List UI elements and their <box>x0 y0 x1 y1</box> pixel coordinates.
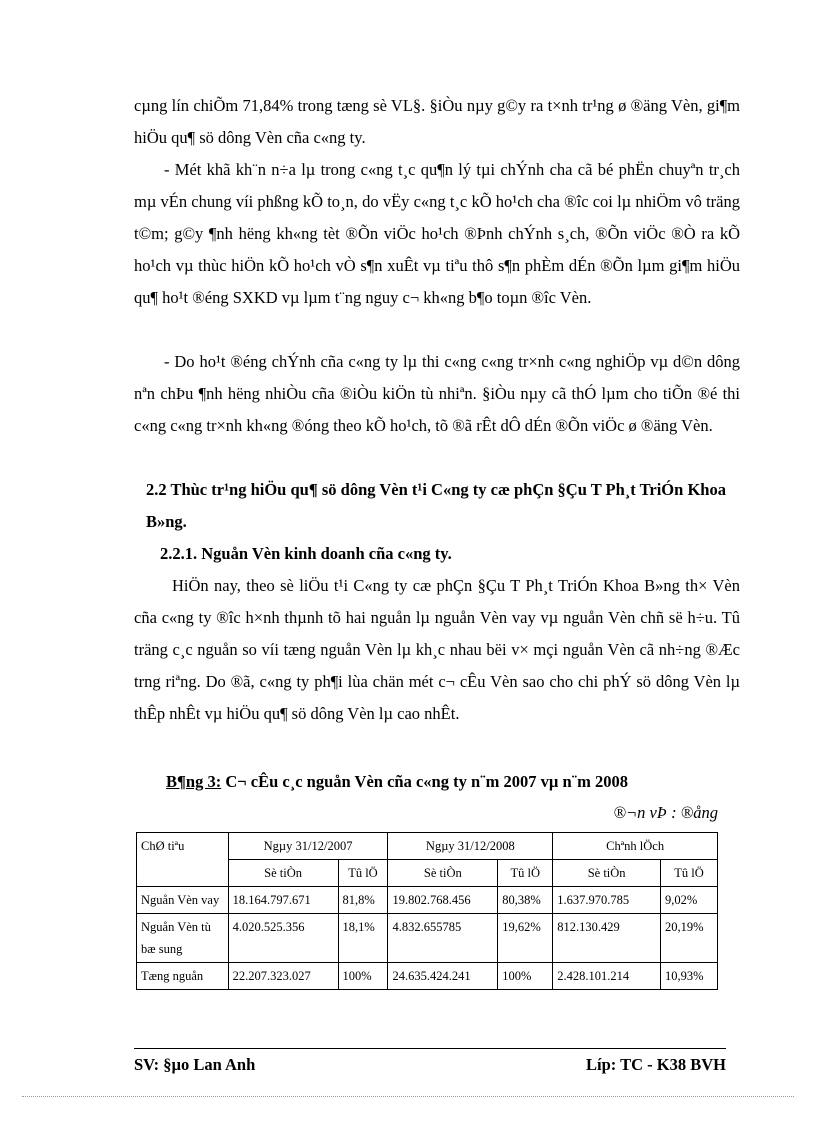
cell-ratio-2008: 19,62% <box>498 914 553 963</box>
subheader-amount: Sè tiÒn <box>388 860 498 887</box>
table-row <box>137 914 718 963</box>
section-heading-2-2: 2.2 Thùc tr¹ng hiÖu qu¶ sö dông Vèn t¹i C«ng ty cæ phÇn §Çu T Ph¸t TriÓn Khoa B»ng. <box>146 480 726 531</box>
cell-amount-2008: 24.635.424.241 <box>388 963 498 990</box>
cell-ratio-2008: 100% <box>498 963 553 990</box>
cell-amount-2008: 19.802.768.456 <box>388 887 498 914</box>
paragraph-2-2-1: HiÖn nay, theo sè liÖu t¹i C«ng ty cæ phÇn §Çu T Ph¸t TriÓn Khoa B»ng th× Vèn cña c«ng ty ®îc h×nh thµnh tõ hai nguån lµ nguån Vèn vay vµ nguån Vèn chñ së h÷u. Tû träng c¸c nguån so víi tæng nguån Vèn lµ kh¸c nhau bëi v× mçi nguån Vèn cã nh÷ng ®Æc trng riªng. Do ®ã, c«ng ty ph¶i lùa chän mét c¬ cÊu Vèn sao cho chi phÝ sö dông Vèn lµ thÊp nhÊt vµ hiÖu qu¶ sö dông Vèn lµ cao nhÊt. <box>134 576 740 723</box>
footer-student: SV: §µo Lan Anh <box>134 1055 256 1074</box>
cell-amount-diff: 812.130.429 <box>553 914 661 963</box>
section-heading-2-2-1: 2.2.1. Nguån Vèn kinh doanh cña c«ng ty. <box>160 544 452 563</box>
header-indicator: ChØ tiªu <box>137 833 229 887</box>
page-footer <box>134 1052 726 1078</box>
row-name: Nguån Vèn tù bæ sung <box>137 914 229 963</box>
header-2008: Ngµy 31/12/2008 <box>388 833 553 860</box>
cell-ratio-2007: 81,8% <box>338 887 388 914</box>
capital-structure-table <box>136 832 718 990</box>
row-name: Nguån Vèn vay <box>137 887 229 914</box>
cell-ratio-2008: 80,38% <box>498 887 553 914</box>
table-title-label: B¶ng 3: <box>166 772 222 791</box>
cell-amount-2007: 22.207.323.027 <box>228 963 338 990</box>
table-title <box>166 768 628 796</box>
cell-amount-diff: 2.428.101.214 <box>553 963 661 990</box>
cell-amount-diff: 1.637.970.785 <box>553 887 661 914</box>
cell-ratio-diff: 9,02% <box>661 887 718 914</box>
subheader-ratio: Tû lÖ <box>338 860 388 887</box>
table-title-text: C¬ cÊu c¸c nguån Vèn cña c«ng ty n¨m 2007 vµ n¨m 2008 <box>221 772 629 791</box>
cell-ratio-diff: 20,19% <box>661 914 718 963</box>
paragraph-2: - Mét khã kh¨n n÷a lµ trong c«ng t¸c qu¶n lý tµi chÝnh cha cã bé phËn chuyªn tr¸ch mµ vÉn chung víi phßng kÕ to¸n, do vËy c«ng t¸c kÕ ho¹ch cha ®îc coi lµ nhiÖm vô träng t©m; g©y ¶nh hëng kh«ng tèt ®Õn viÖc ho¹ch ®Þnh chÝnh s¸ch, ®Õn viÖc ®Ò ra kÕ ho¹ch vµ thùc hiÖn kÕ ho¹ch vÒ s¶n xuÊt vµ tiªu thô s¶n phÈm dÉn ®Õn lµm gi¶m hiÖu qu¶ ho¹t ®éng SXKD vµ lµm t¨ng nguy c¬ kh«ng b¶o toµn ®îc Vèn. <box>134 160 740 307</box>
footer-divider <box>134 1048 726 1049</box>
subheader-amount: Sè tiÒn <box>553 860 661 887</box>
cell-amount-2008: 4.832.655785 <box>388 914 498 963</box>
page-bottom-border <box>22 1096 794 1097</box>
table-header-row <box>137 833 718 860</box>
row-name: Tæng nguån <box>137 963 229 990</box>
table-unit: ®¬n vÞ : ®ång <box>613 803 718 822</box>
header-2007: Ngµy 31/12/2007 <box>228 833 388 860</box>
cell-amount-2007: 4.020.525.356 <box>228 914 338 963</box>
cell-ratio-diff: 10,93% <box>661 963 718 990</box>
table-row <box>137 963 718 990</box>
subheader-ratio: Tû lÖ <box>661 860 718 887</box>
subheader-ratio: Tû lÖ <box>498 860 553 887</box>
footer-class: Líp: TC - K38 BVH <box>586 1055 726 1074</box>
table-row <box>137 887 718 914</box>
header-difference: Chªnh lÖch <box>553 833 718 860</box>
paragraph-1: cµng lín chiÕm 71,84% trong tæng sè VL§. §iÒu nµy g©y ra t×nh tr¹ng ø ®äng Vèn, gi¶m hiÖu qu¶ sö dông Vèn cña c«ng ty. <box>134 96 740 147</box>
cell-ratio-2007: 100% <box>338 963 388 990</box>
cell-ratio-2007: 18,1% <box>338 914 388 963</box>
cell-amount-2007: 18.164.797.671 <box>228 887 338 914</box>
subheader-amount: Sè tiÒn <box>228 860 338 887</box>
paragraph-3: - Do ho¹t ®éng chÝnh cña c«ng ty lµ thi c«ng c«ng tr×nh c«ng nghiÖp vµ d©n dông nªn chÞu ¶nh hëng nhiÒu cña ®iÒu kiÖn tù nhiªn. §iÒu nµy cã thÓ lµm cho tiÕn ®é thi c«ng c«ng tr×nh kh«ng ®óng theo kÕ ho¹ch, tõ ®ã rÊt dÔ dÉn ®Õn viÖc ø ®äng Vèn. <box>134 352 740 435</box>
